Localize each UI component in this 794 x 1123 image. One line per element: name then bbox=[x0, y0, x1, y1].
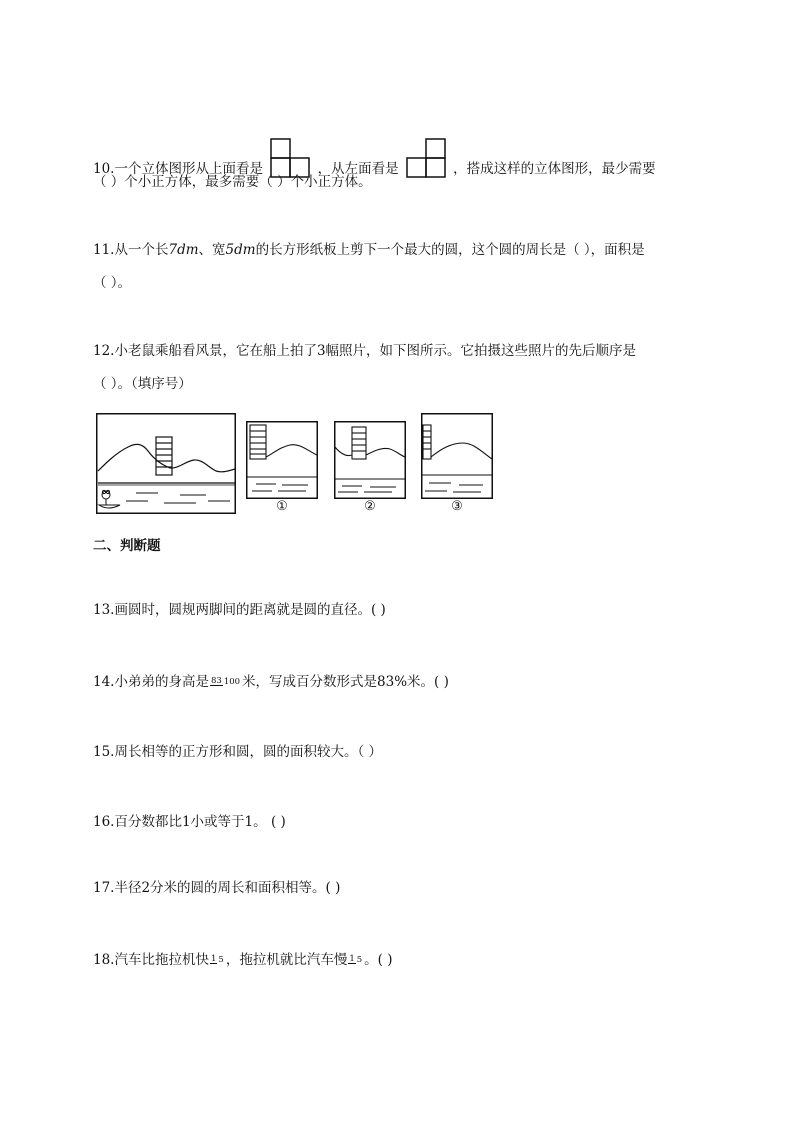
q18-denominator-1: 5 bbox=[218, 954, 224, 965]
question-15: 15.周长相等的正方形和圆，圆的面积较大。（ ） bbox=[93, 744, 383, 760]
q14-denominator: 100 bbox=[223, 676, 241, 687]
left-view-figure bbox=[405, 137, 447, 179]
q14-text-b: 米，写成百分数形式是83%米。( ) bbox=[242, 673, 449, 690]
question-17: 17.半径2分米的圆的周长和面积相等。( ) bbox=[93, 880, 341, 896]
q18-numerator-2: 1 bbox=[349, 954, 355, 964]
question-12-line1: 12.小老鼠乘船看风景，它在船上拍了3幅照片，如下图所示。它拍摄这些照片的先后顺序是 bbox=[93, 343, 637, 359]
q18-numerator-1: 1 bbox=[210, 954, 217, 964]
photo-3 bbox=[421, 413, 493, 499]
q14-text-a: 14.小弟弟的身高是 bbox=[93, 673, 209, 690]
question-10-line2: （ ）个小正方体，最多需要（ ）个小正方体。 bbox=[93, 174, 372, 190]
q14-fraction bbox=[210, 677, 241, 686]
question-13: 13.画圆时，圆规两脚间的距离就是圆的直径。( ) bbox=[93, 602, 386, 618]
question-14 bbox=[93, 671, 449, 692]
photo-label-2: ② bbox=[364, 499, 376, 514]
photo-1 bbox=[246, 421, 318, 499]
section-heading-judgement: 二、判断题 bbox=[93, 538, 161, 554]
question-12-line2: （ ）。（填序号） bbox=[93, 376, 192, 392]
q11-width: 5dm bbox=[225, 241, 256, 258]
q18-text-c: 。( ) bbox=[364, 951, 393, 968]
q11-length: 7dm bbox=[168, 241, 199, 258]
question-11-line1 bbox=[93, 239, 645, 260]
q14-numerator: 83 bbox=[210, 676, 222, 686]
q10-text-c: ，搭成这样的立体图形，最少需要 bbox=[453, 161, 656, 177]
q18-text-a: 18.汽车比拖拉机快 bbox=[93, 951, 209, 968]
scene-main-picture bbox=[96, 413, 236, 514]
q18-text-b: ，拖拉机就比汽车慢 bbox=[225, 951, 348, 968]
photo-label-3: ③ bbox=[451, 499, 463, 514]
q11-text-a: 11.从一个长 bbox=[93, 241, 169, 258]
question-11-line2: （ ）。 bbox=[93, 275, 132, 291]
q18-denominator-2: 5 bbox=[356, 954, 363, 965]
q11-text-c: 的长方形纸板上剪下一个最大的圆，这个圆的周长是（ ），面积是 bbox=[255, 241, 645, 258]
q11-text-b: 、宽 bbox=[198, 241, 226, 258]
q10-text-b: ，从左面看是 bbox=[317, 161, 399, 177]
q18-fraction-2 bbox=[348, 955, 363, 964]
photo-label-1: ① bbox=[276, 499, 288, 514]
photo-2 bbox=[334, 421, 406, 499]
q10-text-a: 10.一个立体图形从上面看是 bbox=[93, 161, 263, 177]
question-16: 16.百分数都比1小或等于1。 ( ) bbox=[93, 814, 286, 830]
question-18 bbox=[93, 949, 393, 970]
q18-fraction-1 bbox=[210, 955, 225, 964]
